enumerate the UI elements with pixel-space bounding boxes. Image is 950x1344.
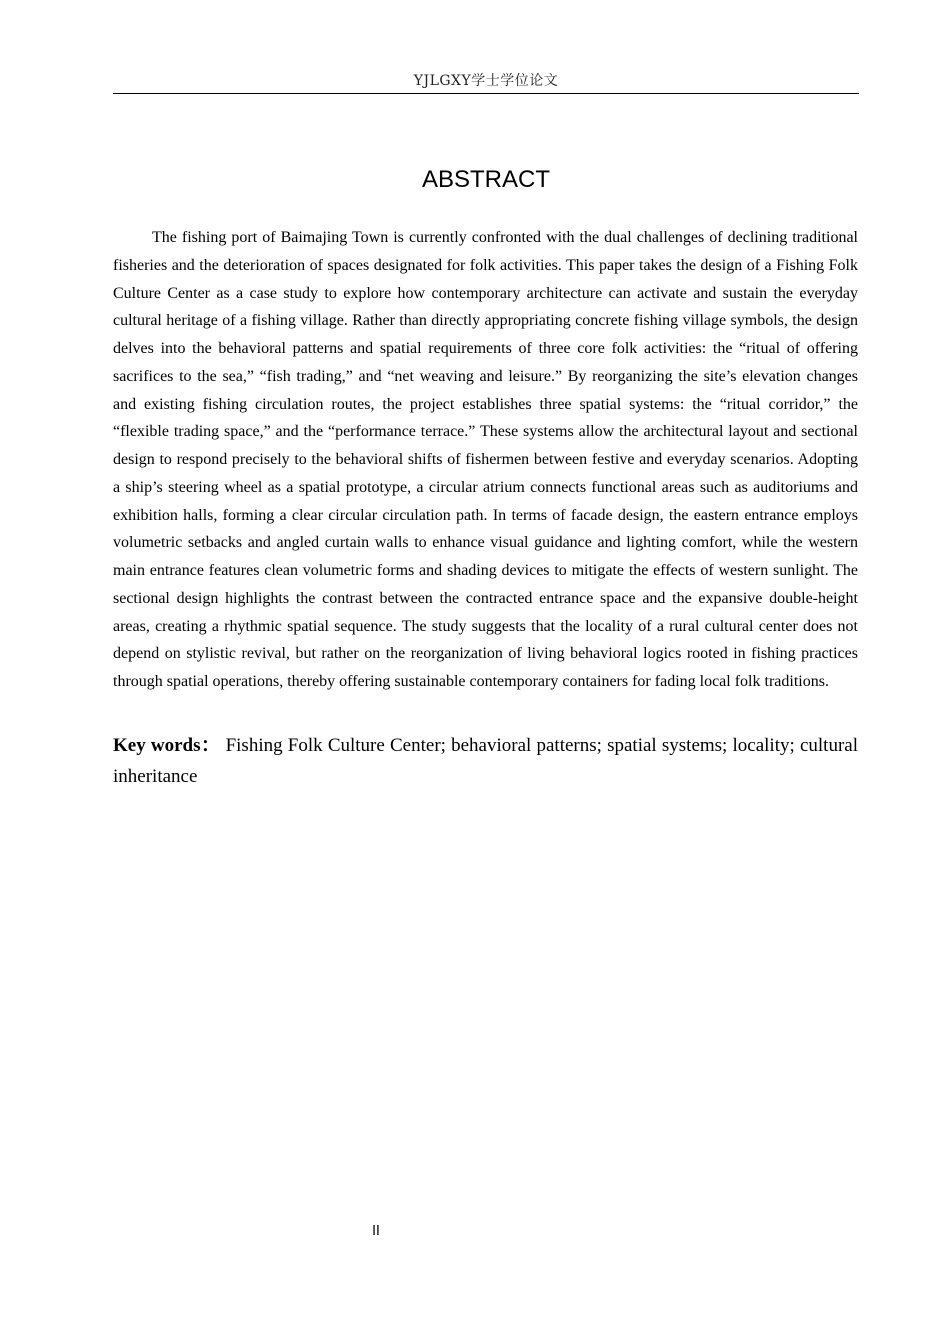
page-number: II [372, 1224, 380, 1239]
abstract-body: The fishing port of Baimajing Town is currently confronted with the dual challenges of declining traditional fisheries and the deterioration of spaces designated for folk activities. This paper takes the design of a Fishing Folk Culture Center as a case study to explore how contemporary architecture can activate and sustain the everyday cultural heritage of a fishing village. Rather than directly appropriating concrete fishing village symbols, the design delves into the behavioral patterns and spatial requirements of three core folk activities: the “ritual of offering sacrifices to the sea,” “fish trading,” and “net weaving and leisure.” By reorganizing the site’s elevation changes and existing fishing circulation routes, the project establishes three spatial systems: the “ritual corridor,” the “flexible trading space,” and the “performance terrace.” These systems allow the architectural layout and sectional design to respond precisely to the behavioral shifts of fishermen between festive and everyday scenarios. Adopting a ship’s steering wheel as a spatial prototype, a circular atrium connects functional areas such as auditoriums and exhibition halls, forming a clear circular circulation path. In terms of facade design, the eastern entrance employs volumetric setbacks and angled curtain walls to enhance visual guidance and lighting comfort, while the western main entrance features clean volumetric forms and shading devices to mitigate the effects of western sunlight. The sectional design highlights the contrast between the contracted entrance space and the expansive double-height areas, creating a rhythmic spatial sequence. The study suggests that the locality of a rural cultural center does not depend on stylistic revival, but rather on the reorganization of living behavioral logics rooted in fishing practices through spatial operations, thereby offering sustainable contemporary containers for fading local folk traditions. [113, 229, 858, 690]
keywords-label: Key words： [113, 735, 221, 756]
keywords-value: Fishing Folk Culture Center; behavioral patterns; spatial systems; locality; cultural inheritance [113, 735, 858, 787]
header-rule [113, 93, 859, 94]
abstract-title: ABSTRACT [421, 166, 550, 193]
keywords-line [113, 730, 858, 792]
running-header: YJLGXY学士学位论文 [413, 73, 559, 89]
